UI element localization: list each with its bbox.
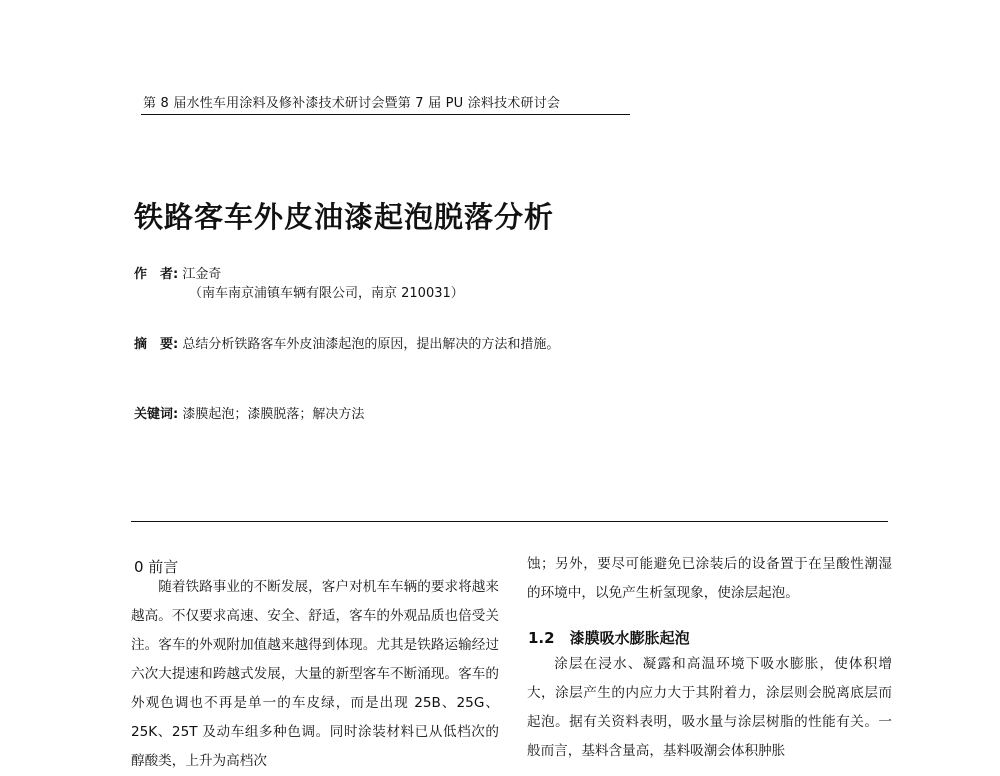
paper-title: 铁路客车外皮油漆起泡脱落分析 [134,200,555,235]
abstract-line [134,333,559,352]
abstract-text: 总结分析铁路客车外皮油漆起泡的原因，提出解决的方法和措施。 [182,337,560,352]
author-line [134,263,221,282]
section-1-2-paragraph [527,650,892,766]
intro-paragraph [131,573,499,776]
author-affiliation: （南车南京浦镇车辆有限公司，南京 210031） [189,286,464,301]
section-1-2-text: 涂层在浸水、凝露和高温环境下吸水膨胀，使体积增大，涂层产生的内应力大于其附着力，涂层则会脱离底层而起泡。据有关资料表明，吸水量与涂层树脂的性能有关。一般而言，基料含量高，基料吸潮会体积肿胀 [527,656,892,759]
abstract-label: 摘 要: [134,337,179,352]
continuation-text: 蚀；另外，要尽可能避免已涂装后的设备置于在呈酸性潮湿的环境中，以免产生析氢现象，使涂层起泡。 [527,556,892,601]
conference-header: 第 8 届水性车用涂料及修补漆技术研讨会暨第 7 届 PU 涂料技术研讨会 [143,96,561,111]
section-1-2-heading: 1.2 漆膜吸水膨胀起泡 [528,629,690,647]
author-name: 江金奇 [182,267,222,282]
author-label: 作 者: [134,267,179,282]
keywords-label: 关键词: [134,407,179,422]
intro-text: 随着铁路事业的不断发展，客户对机车车辆的要求将越来越高。不仅要求高速、安全、舒适，客车的外观品质也倍受关注。客车的外观附加值越来越得到体现。尤其是铁路运输经过六次大提速和跨越式发展，大量的新型客车不断涌现。客车的外观色调也不再是单一的车皮绿，而是出现 25B、25G、25K、25T 及动车组多种色调。同时涂装材料已从低档次的醇酸类，上升为高档次 [131,579,499,769]
keywords-text: 漆膜起泡；漆膜脱落；解决方法 [182,407,365,422]
intro-heading: 0 前言 [134,558,179,576]
continuation-paragraph [527,550,892,608]
section-divider [131,521,888,522]
keywords-line [134,403,364,422]
header-rule [141,114,630,115]
